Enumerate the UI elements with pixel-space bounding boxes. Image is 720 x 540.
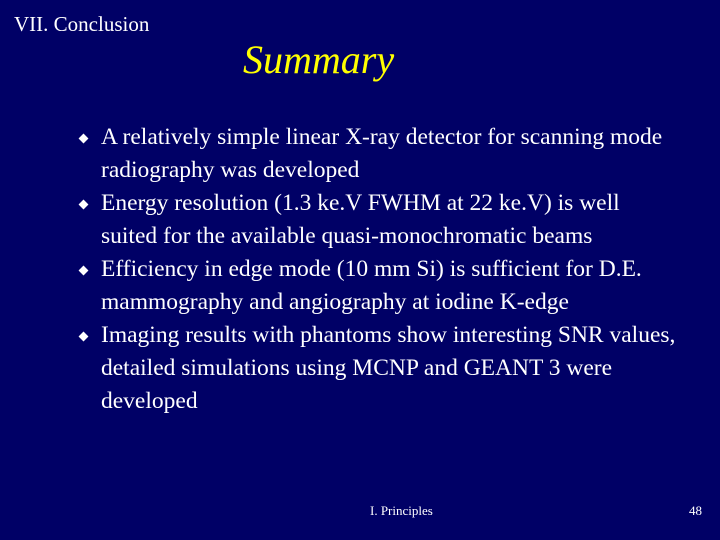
diamond-bullet-icon (79, 200, 89, 210)
slide-title: Summary (243, 37, 395, 82)
bullet-item (80, 319, 680, 418)
bullet-list (80, 121, 680, 418)
diamond-bullet-icon (79, 266, 89, 276)
section-label: VII. Conclusion (14, 12, 150, 36)
bullet-item (80, 187, 680, 253)
diamond-bullet-icon (79, 332, 89, 342)
page-number: 48 (689, 503, 702, 518)
bullet-text: Imaging results with phantoms show interesting SNR values, detailed simulations using MCNP and GEANT 3 were developed (101, 322, 676, 414)
bullet-text: Energy resolution (1.3 ke.V FWHM at 22 ke.V) is well suited for the available quasi-monochromatic beams (101, 190, 620, 249)
footer-label: I. Principles (370, 503, 433, 518)
bullet-text: A relatively simple linear X-ray detector for scanning mode radiography was developed (101, 124, 663, 183)
diamond-bullet-icon (79, 134, 89, 144)
bullet-item (80, 253, 680, 319)
bullet-text: Efficiency in edge mode (10 mm Si) is sufficient for D.E. mammography and angiography at iodine K-edge (101, 256, 642, 315)
bullet-item (80, 121, 680, 187)
